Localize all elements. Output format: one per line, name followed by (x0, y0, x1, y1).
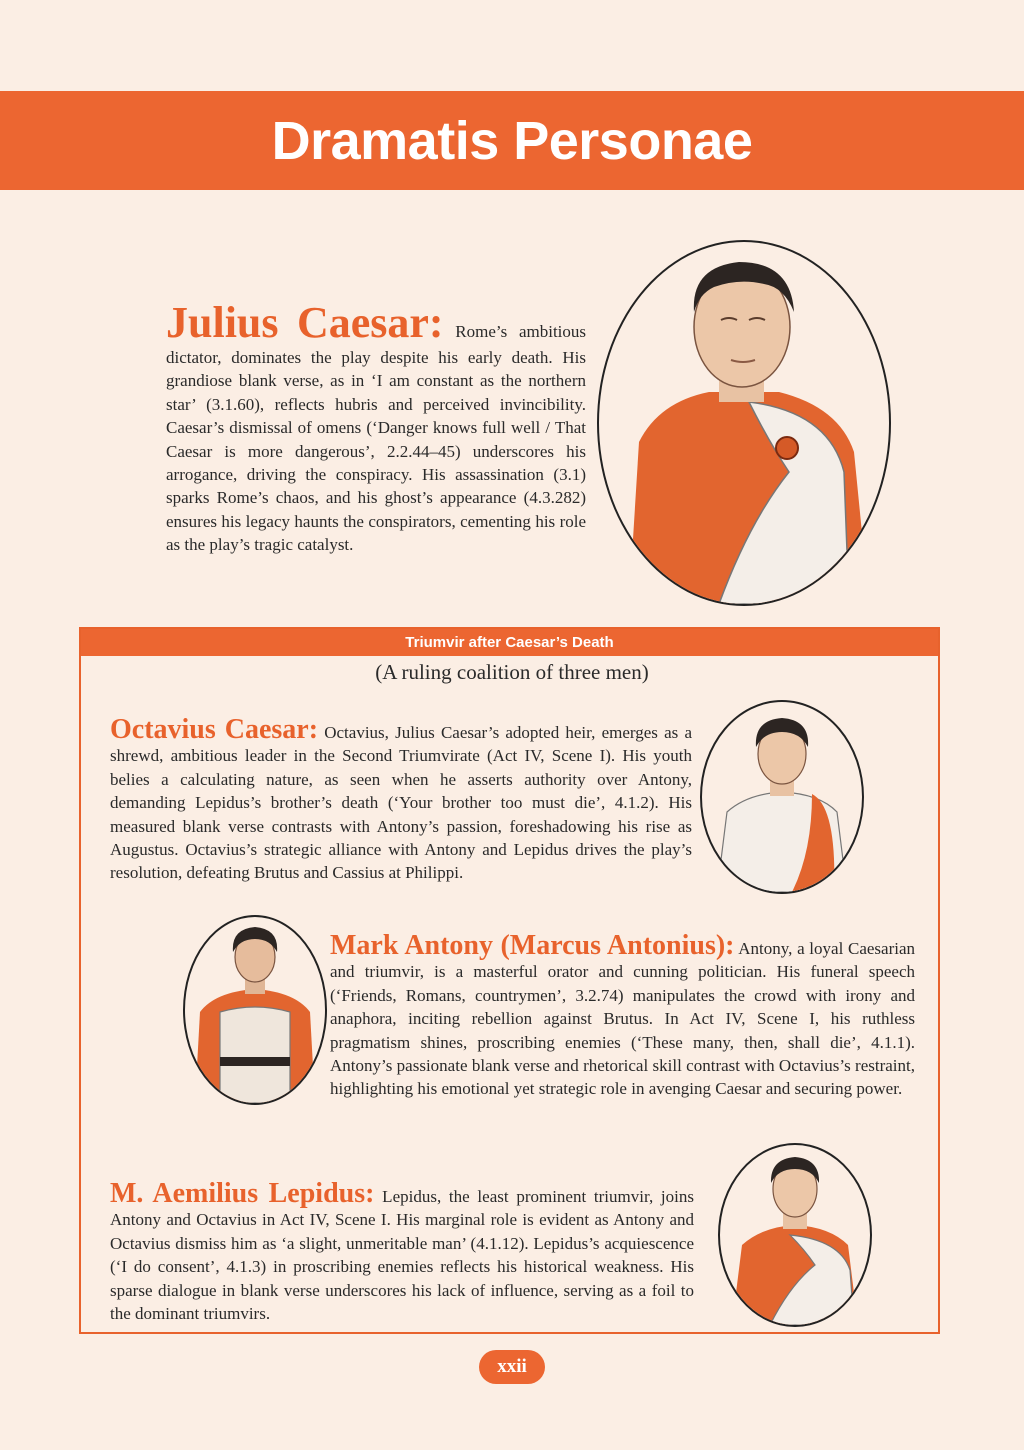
page-number: xxii (479, 1350, 545, 1384)
caesar-portrait (597, 240, 891, 606)
antony-name: Mark Antony (Marcus Antonius): (330, 930, 735, 961)
antony-text: Antony, a loyal Caesarian and triumvir, is a masterful orator and cunning politician. His funeral speech (‘Friends, Romans, countrymen’, 3.2.74) manipulates the crowd with irony and anaphora, inciting rebellion against Brutus. In Act IV, Scene I, his ruthless pragmatism shines, proscribing enemies (‘These many, then, shall die’, 4.1.1). Antony’s passionate blank verse and rhetorical skill contrast with Octavius’s restraint, highlighting his emotional yet strategic role in avenging Caesar and securing power. (330, 939, 916, 1099)
antony-portrait (183, 915, 327, 1105)
octavius-name: Octavius Caesar: (110, 714, 319, 745)
octavius-text: Octavius, Julius Caesar’s adopted heir, emerges as a shrewd, ambitious leader in the Second Triumvirate (Act IV, Scene I). His youth belies a calculating nature, as seen when he asserts authority over Antony, demanding Lepidus’s brother’s death (‘Your brother too must die’, 4.1.2). His measured blank verse contrasts with Antony’s passion, foreshadowing his rise as Augustus. Octavius’s strategic alliance with Antony and Lepidus drives the play’s resolution, defeating Brutus and Cassius at Philippi. (110, 723, 693, 883)
triumvir-subtitle: (A ruling coalition of three men) (375, 660, 649, 684)
octavius-description (110, 716, 692, 885)
lepidus-portrait (718, 1143, 872, 1327)
caesar-name: Julius Caesar: (166, 298, 444, 347)
triumvir-heading: Triumvir after Caesar’s Death (81, 629, 938, 656)
antony-description (330, 932, 915, 1101)
lepidus-name: M. Aemilius Lepidus: (110, 1178, 375, 1209)
caesar-text: Rome’s ambitious dictator, dominates the play despite his early death. His grandiose blank verse, as in ‘I am constant as the northern star’ (3.1.60), reflects hubris and perceived invincibility. Caesar’s dismissal of omens (‘Danger knows full well / That Caesar is more dangerous’, 2.2.44–45) underscores his arrogance, driving the conspiracy. His assassination (3.1) sparks Rome’s chaos, and his ghost’s appearance (4.3.282) ensures his legacy haunts the conspirators, cementing his role as the play’s tragic catalyst. (166, 322, 587, 555)
lepidus-text: Lepidus, the least prominent triumvir, joins Antony and Octavius in Act IV, Scene I. His marginal role is evident as Antony and Octavius dismiss him as ‘a slight, unmeritable man’ (4.1.12). Lepidus’s acquiescence (‘I do consent’, 4.1.3) in proscribing enemies reflects his historical weakness. His sparse dialogue in blank verse underscores his lack of influence, serving as a foil to the dominant triumvirs. (110, 1187, 694, 1324)
page-title: Dramatis Personae (271, 110, 753, 171)
caesar-description (166, 300, 586, 557)
octavius-portrait (700, 700, 864, 894)
lepidus-description (110, 1180, 694, 1325)
title-band (0, 91, 1024, 190)
